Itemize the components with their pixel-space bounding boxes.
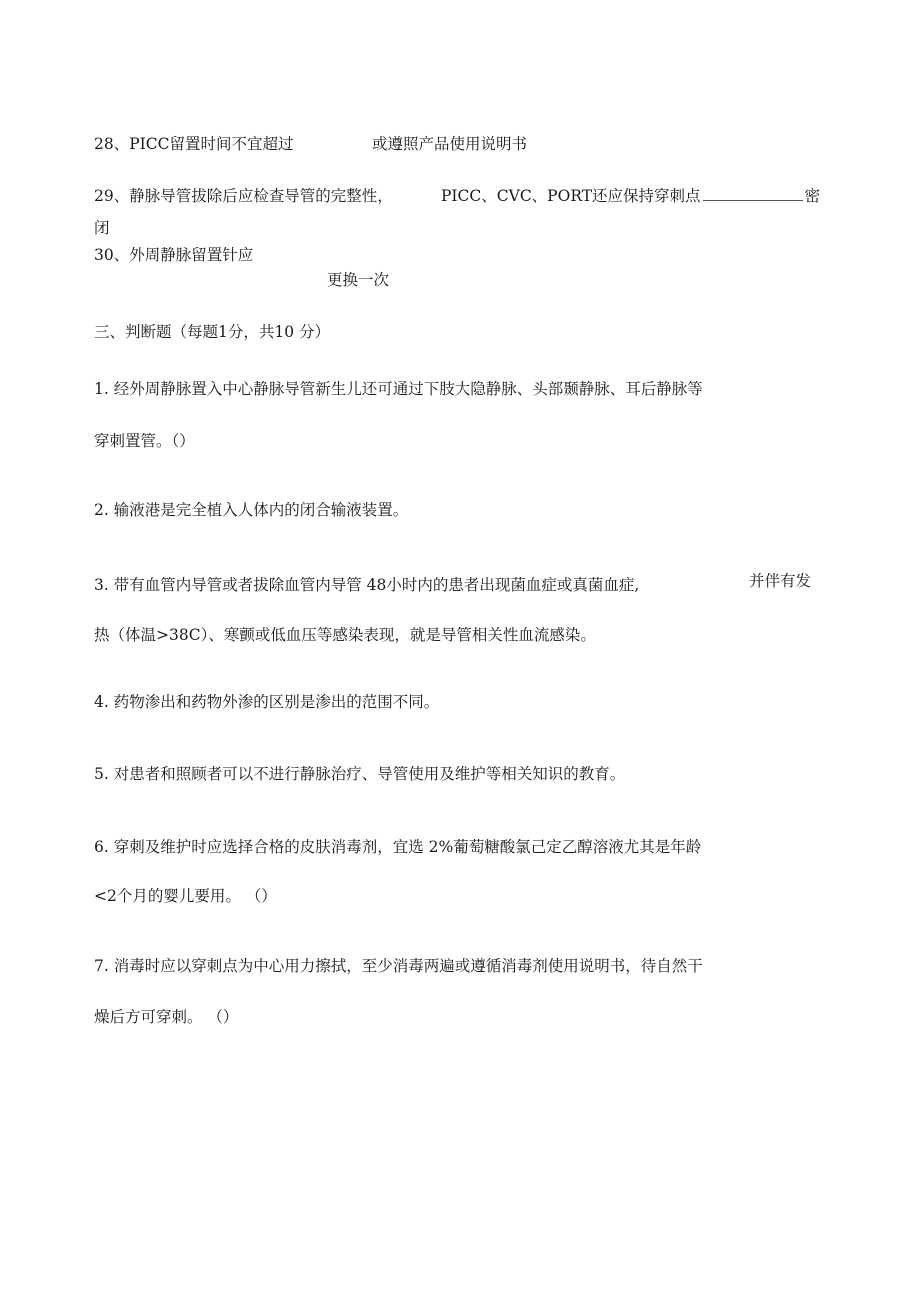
- answer-blank[interactable]: [703, 188, 803, 201]
- tf-question-2: 2. 输液港是完全植入人体内的闭合输液装置。: [94, 501, 409, 519]
- question-29-middle-text: PICC、CVC、PORT还应保持穿刺点: [441, 187, 701, 205]
- question-30-suffix: 更换一次: [327, 271, 390, 289]
- question-29-continuation: 闭: [94, 219, 110, 237]
- tf-question-7: 7. 消毒时应以穿刺点为中心用力擦拭，至少消毒两遍或遵循消毒剂使用说明书，待自然干: [94, 957, 703, 975]
- tf-question-4: 4. 药物渗出和药物外渗的区别是渗出的范围不同。: [94, 693, 440, 711]
- question-30-text: 30、外周静脉留置针应: [94, 246, 254, 264]
- question-28-suffix: 或遵照产品使用说明书: [372, 135, 528, 153]
- tf-question-3: 3. 带有血管内导管或者拔除血管内导管 48小时内的患者出现菌血症或真菌血症,: [94, 576, 640, 594]
- question-28: [94, 134, 294, 154]
- question-29-text: 29、静脉导管拔除后应检查导管的完整性，: [94, 187, 393, 205]
- tf-question-6: 6. 穿刺及维护时应选择合格的皮肤消毒剂，宜选 2%葡萄糖酸氯己定乙醇溶液尤其是年龄: [94, 838, 702, 856]
- tf-question-1-cont: 穿刺置管。（）: [94, 432, 195, 450]
- section-heading: 三、判断题（每题1分，共10 分）: [94, 323, 331, 341]
- tf-question-5: 5. 对患者和照顾者可以不进行静脉治疗、导管使用及维护等相关知识的教育。: [94, 765, 626, 783]
- question-29-end: 密: [804, 187, 821, 205]
- question-29-middle: [441, 186, 820, 206]
- tf-question-6-cont: <2个月的婴儿要用。 （）: [94, 887, 277, 905]
- question-28-text: 28、PICC留置时间不宜超过: [94, 135, 294, 153]
- tf-question-3-tail: 并伴有发: [749, 572, 812, 590]
- tf-question-1: 1. 经外周静脉置入中心静脉导管新生儿还可通过下肢大隐静脉、头部颞静脉、耳后静脉等: [94, 380, 703, 398]
- tf-question-7-cont: 燥后方可穿刺。 （）: [94, 1008, 239, 1026]
- tf-question-3-cont: 热（体温>38C）、寒颤或低血压等感染表现，就是导管相关性血流感染。: [94, 626, 596, 644]
